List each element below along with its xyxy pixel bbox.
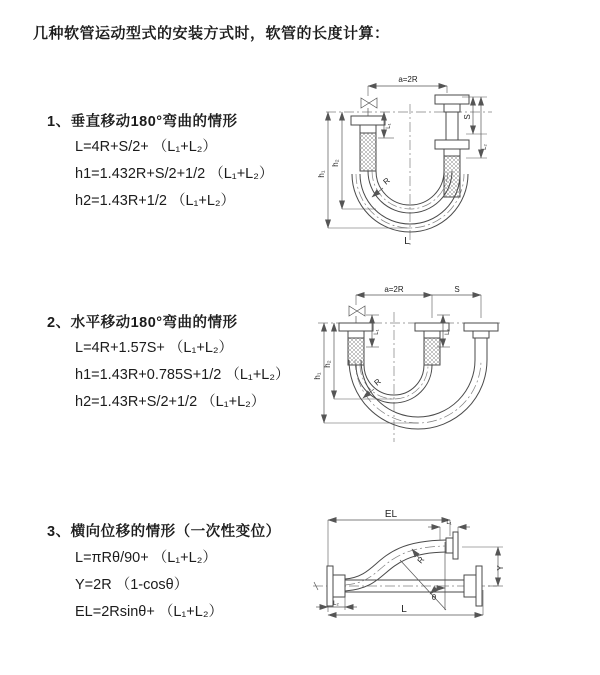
el-label: EL: [384, 509, 398, 520]
top-span-dimension: [368, 75, 447, 96]
left-fitting-label: L₁: [374, 329, 380, 335]
middle-flange-assembly: [415, 323, 449, 365]
section-1-formulas: [75, 134, 273, 215]
left-fitting-label: L₂: [333, 601, 339, 607]
section-3-formulas: [75, 545, 223, 626]
left-fitting-dimension: [316, 596, 357, 610]
travel-label: S: [454, 285, 460, 294]
y-label: Y: [496, 565, 505, 571]
section-1-heading: 1、垂直移动180°弯曲的情形: [47, 114, 238, 130]
diagram-vertical-180-bend: [300, 70, 600, 260]
s-curve-hose: [345, 540, 446, 591]
length-dimension: [328, 590, 483, 615]
formula-h1: h1=1.432R+S/2+1/2 （L₁+L₂）: [75, 166, 274, 182]
h2-label: h₂: [331, 159, 340, 167]
u-bend-hose: [349, 360, 487, 429]
right-fitting-label: L₂: [445, 329, 451, 335]
formula-length: L=4R+1.57S+ （L₁+L₂）: [75, 340, 234, 356]
formula-length: L=πRθ/90+ （L₁+L₂）: [75, 550, 217, 566]
formula-h2: h2=1.43R+1/2 （L₁+L₂）: [75, 193, 236, 209]
right-flange-assembly: [435, 95, 469, 197]
radius-label: R: [381, 175, 392, 187]
upper-fitting-label: L₁: [446, 520, 452, 526]
length-label: L: [401, 604, 407, 615]
overall-length-label: L: [404, 236, 410, 247]
braided-hose-section: [348, 338, 364, 365]
travel-label: S: [463, 114, 472, 120]
span-label: a=2R: [398, 75, 418, 84]
left-flange-assembly: [351, 116, 385, 171]
braided-hose-section: [424, 338, 440, 365]
centerlines: [326, 104, 492, 248]
h1-label: h₁: [317, 170, 326, 178]
page-title: 几种软管运动型式的安装方式时，软管的长度计算：: [33, 25, 390, 42]
right-flange-assembly: [464, 323, 498, 360]
radius-label: R: [372, 376, 383, 388]
valve-icon: [349, 306, 365, 323]
formula-offset: Y=2R （1-cosθ）: [75, 577, 189, 593]
section-2-formulas: [75, 335, 289, 416]
angle-label: θ: [431, 593, 437, 602]
formula-length: L=4R+S/2+ （L₁+L₂）: [75, 139, 217, 155]
diagram-lateral-displacement: [300, 500, 600, 660]
h1-label: h₁: [313, 372, 322, 380]
diagram-horizontal-180-bend: [300, 280, 600, 470]
section-2-heading: 2、水平移动180°弯曲的情形: [47, 315, 238, 331]
radius-callout: [412, 549, 426, 565]
span-label: a=2R: [384, 285, 404, 294]
upper-flange: [446, 532, 458, 559]
upper-fitting-dimension: [428, 520, 470, 540]
left-flange-assembly: [339, 323, 373, 365]
valve-icon: [361, 98, 377, 116]
h2-label: h₂: [323, 360, 332, 368]
right-flange: [464, 566, 482, 606]
formula-h1: h1=1.43R+0.785S+1/2 （L₁+L₂）: [75, 367, 290, 383]
formula-h2: h2=1.43R+S/2+1/2 （L₁+L₂）: [75, 394, 266, 410]
formula-el: EL=2Rsinθ+ （L₁+L₂）: [75, 604, 223, 620]
radius-label: R: [415, 555, 427, 566]
section-3-heading: 3、横向位移的情形（一次性变位）: [47, 524, 281, 540]
left-flange: [327, 566, 345, 606]
top-dimensions: [356, 285, 481, 318]
right-fitting-label: L₂: [482, 144, 488, 150]
left-fitting-label: L₁: [386, 123, 392, 129]
braided-hose-section: [360, 133, 376, 171]
